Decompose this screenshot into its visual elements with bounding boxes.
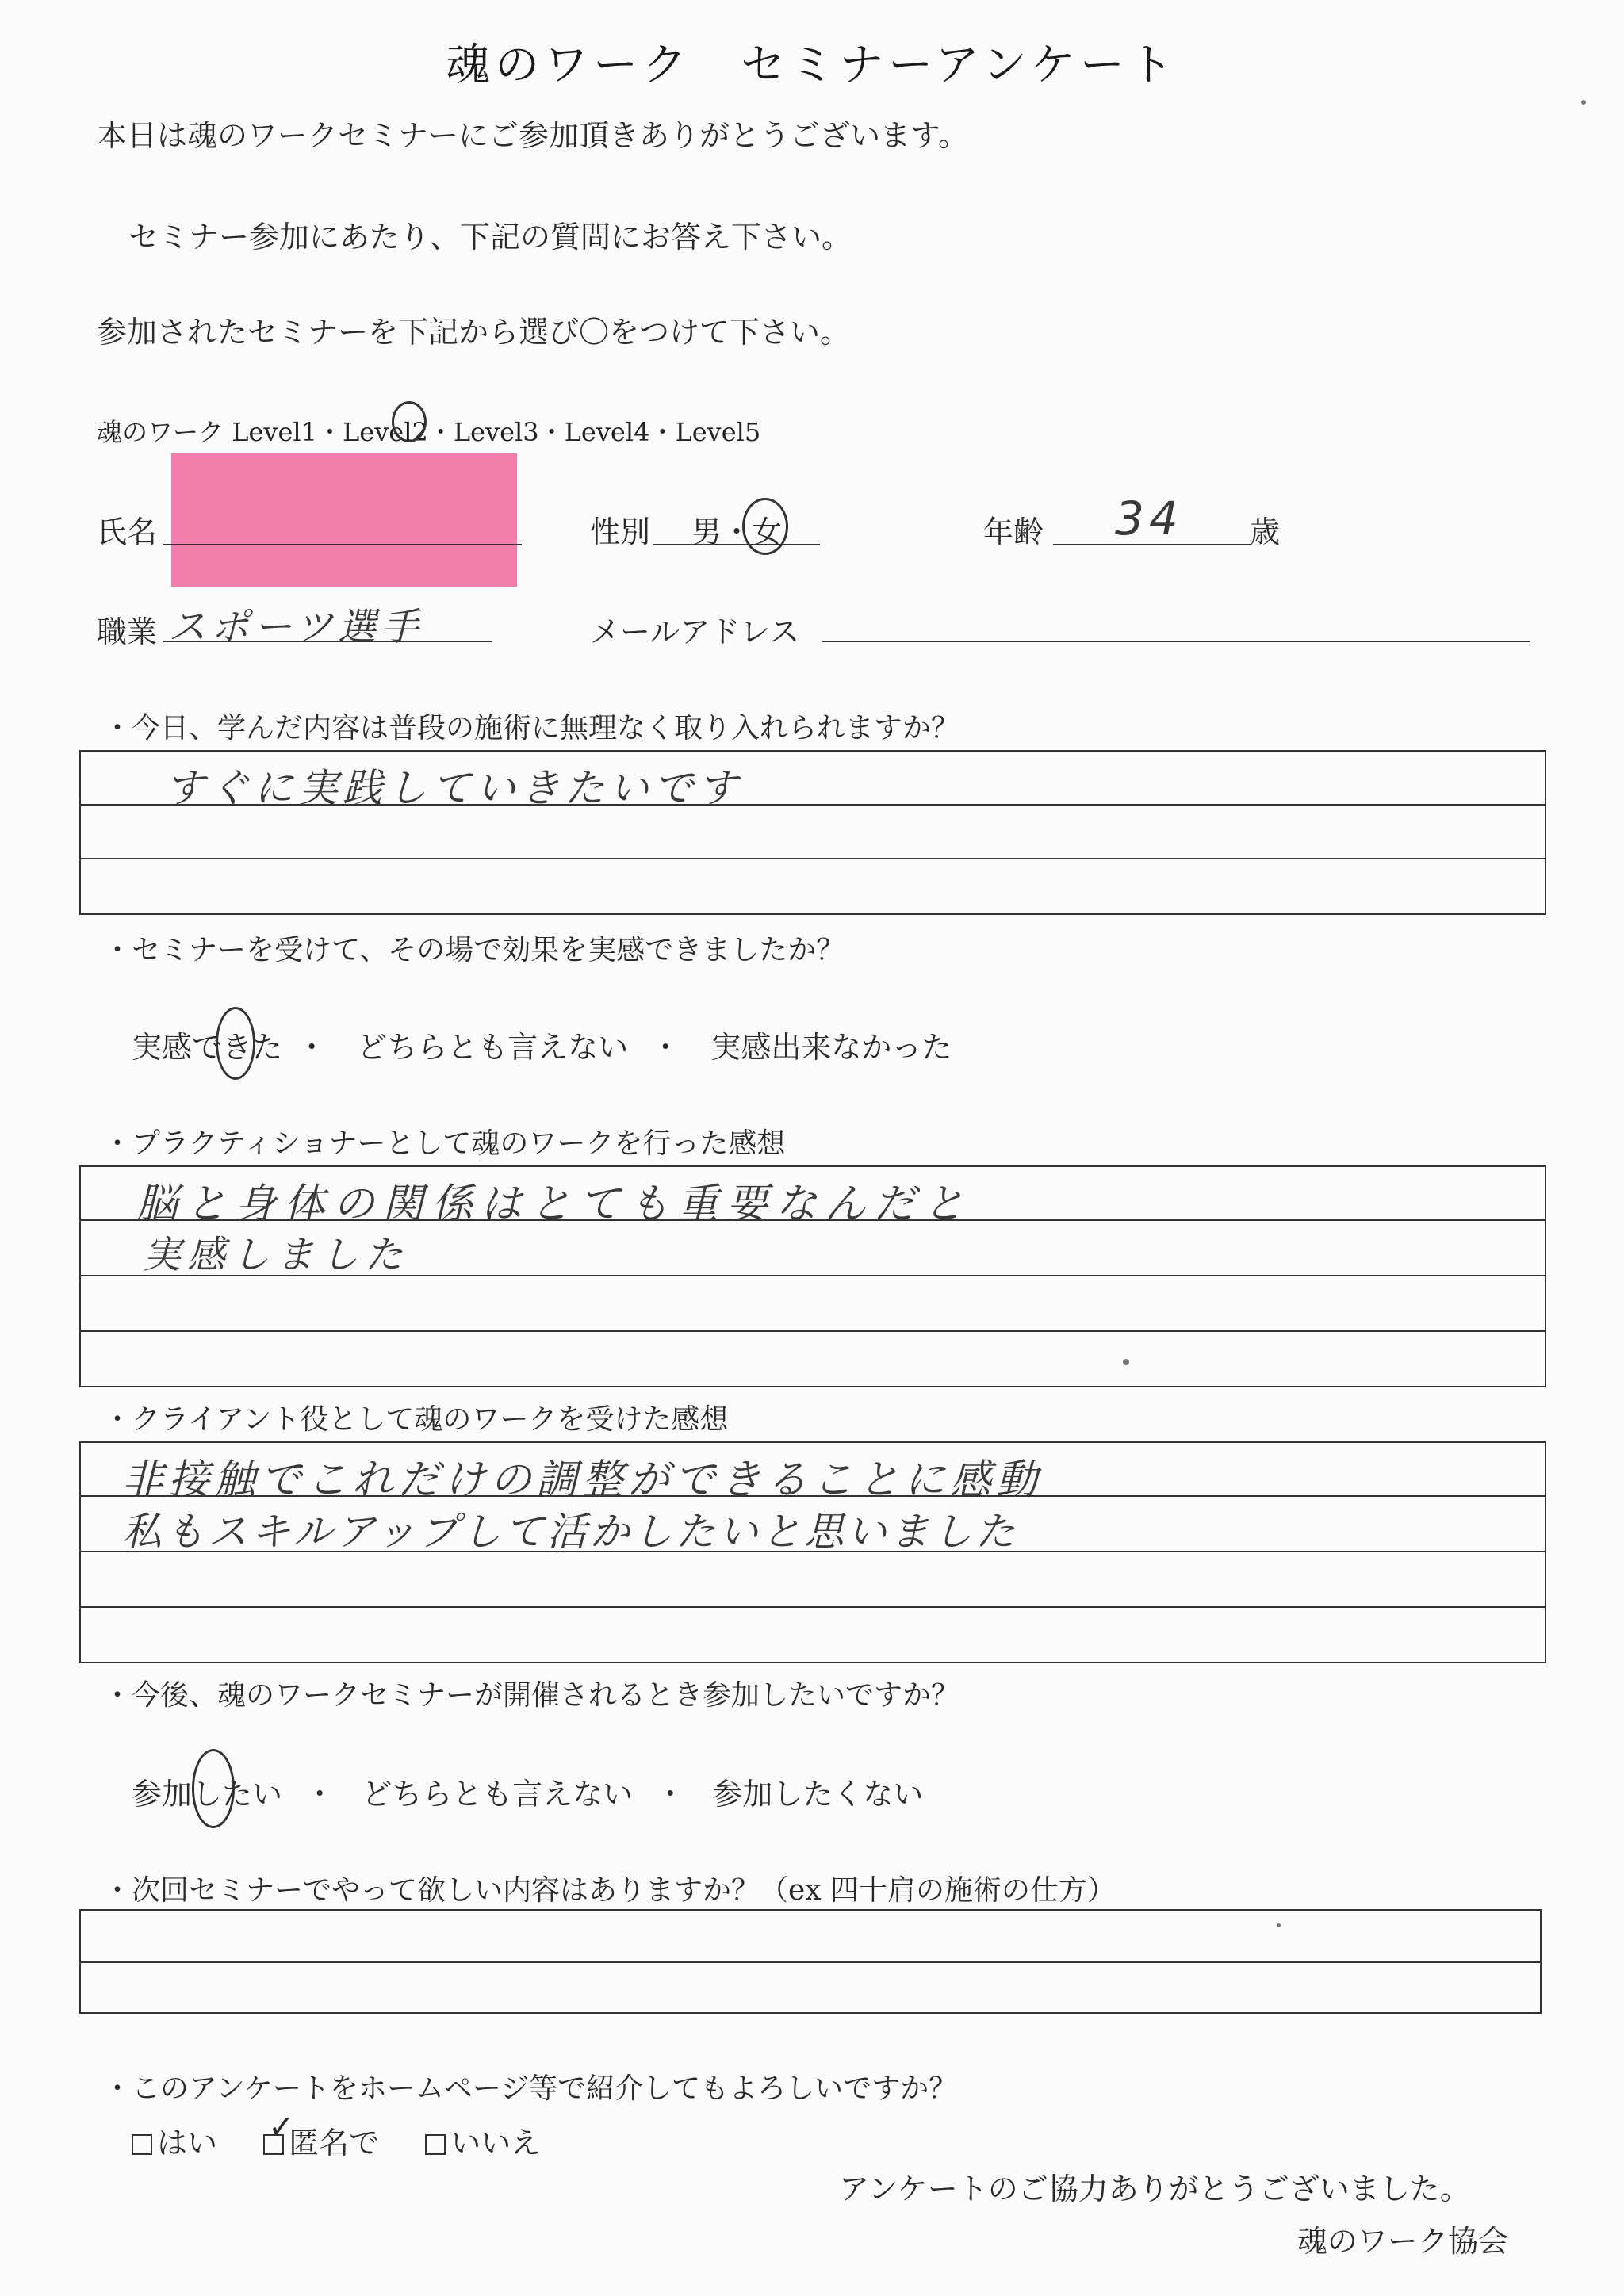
gender-field-line [653,544,820,545]
level-sep: ・ [427,417,454,447]
gender-selection-circle [742,498,788,555]
scan-speck [1277,1923,1281,1927]
job-label: 職業 [97,614,158,649]
q7-question: ・このアンケートをホームページ等で紹介してもよろしいですか？ [103,2072,958,2105]
email-label: メールアドレス [590,614,800,649]
q3-rule [81,1330,1545,1332]
q3-answer-line-1: 脳と身体の関係はとても重要なんだと [136,1181,973,1228]
gender-female[interactable]: 女 [752,515,783,549]
gender-label: 性別 [590,515,651,549]
q7-option-anonymous[interactable] [263,2109,380,2160]
q2-sep: ・ [650,1030,681,1065]
q7-option-yes[interactable] [132,2126,217,2160]
job-value: スポーツ選手 [168,605,424,649]
q4-rule [81,1606,1545,1608]
q1-answer-box[interactable] [79,750,1546,915]
level-option-2[interactable]: Level2 [343,417,428,447]
level-option-3[interactable]: Level3 [453,417,539,447]
q4-question: ・クライアント役として魂のワークを受けた感想 [103,1403,729,1436]
intro-line-3: 参加されたセミナーを下記から選び〇をつけて下さい。 [97,315,851,350]
q5-option-3[interactable]: 参加したくない [712,1777,924,1812]
checkbox-yes[interactable] [132,2134,152,2155]
checkbox-anonymous[interactable] [263,2109,295,2155]
level-option-5[interactable]: Level5 [675,417,761,447]
gender-sep: ・ [722,515,753,549]
q3-answer-box[interactable] [79,1165,1546,1387]
footer-org: 魂のワーク協会 [1297,2224,1509,2259]
age-field[interactable] [1053,544,1251,545]
q5-sep: ・ [655,1777,686,1812]
checkbox-no[interactable] [425,2134,446,2155]
level-option-1[interactable]: Level1 [232,417,317,447]
q5-option-1[interactable]: 参加したい [132,1777,283,1812]
q2-option-3[interactable]: 実感出来なかった [710,1030,952,1065]
level-select [97,412,760,449]
age-label: 年齢 [983,515,1044,549]
name-field[interactable] [163,544,522,545]
q7-option-anonymous-label: 匿名で [289,2126,380,2160]
age-value: 34 [1115,492,1183,545]
checkmark-icon: ✓ [268,2109,295,2145]
scan-speck [1123,1359,1129,1365]
q6-question: ・次回セミナーでやって欲しい内容はありますか？（ex 四十肩の施術の仕方） [103,1874,1116,1907]
name-redaction [171,453,517,587]
q7-option-yes-label: はい [157,2126,218,2160]
footer-thanks: アンケートのご協力ありがとうございました。 [839,2172,1470,2206]
level-option-4[interactable]: Level4 [564,417,650,447]
intro-line-2: セミナー参加にあたり、下記の質問にお答え下さい。 [128,220,852,254]
q5-sep: ・ [304,1777,335,1812]
q2-sep: ・ [297,1030,327,1065]
q3-question: ・プラクティショナーとして魂のワークを行った感想 [103,1127,786,1160]
q4-answer-box[interactable] [79,1441,1546,1663]
q2-question: ・セミナーを受けて、その場で効果を実感できましたか？ [103,934,845,966]
q4-answer-line-2: 私もスキルアップして活かしたいと思いました [122,1509,1018,1555]
scan-speck [1581,100,1586,105]
q5-options [132,1770,923,1813]
q7-options [132,2109,542,2162]
job-field[interactable] [163,641,492,642]
level-sep: ・ [538,417,565,447]
q7-option-no-label: いいえ [450,2126,542,2160]
q1-answer-line-1: すぐに実践していきたいです [165,765,742,811]
q1-rule [81,858,1545,859]
intro-line-1: 本日は魂のワークセミナーにご参加頂きありがとうございます。 [97,118,968,153]
q7-option-no[interactable] [425,2126,541,2160]
q2-option-1[interactable]: 実感できた [132,1030,283,1065]
email-field[interactable] [822,641,1530,642]
q2-selection-circle [216,1007,255,1080]
age-unit: 歳 [1250,515,1281,549]
q2-option-2[interactable]: どちらとも言えない [357,1030,629,1065]
level-sep: ・ [649,417,676,447]
level2-selection-circle [392,401,427,442]
level-sep: ・ [316,417,343,447]
q4-answer-line-1: 非接触でこれだけの調整ができることに感動 [122,1456,1043,1504]
level-prefix: 魂のワーク [97,417,224,447]
name-label: 氏名 [97,515,158,549]
q5-question: ・今後、魂のワークセミナーが開催されるとき参加したいですか？ [103,1679,960,1712]
q3-answer-line-2: 実感しました [143,1233,410,1277]
q6-rule [81,1961,1540,1963]
gender-male[interactable]: 男 [691,515,722,549]
page-title: 魂のワーク セミナーアンケート [446,40,1178,91]
q5-option-2[interactable]: どちらとも言えない [362,1777,634,1812]
q1-question: ・今日、学んだ内容は普段の施術に無理なく取り入れられますか？ [103,712,960,744]
q6-answer-box[interactable] [79,1909,1542,2014]
q5-selection-circle [192,1749,235,1828]
